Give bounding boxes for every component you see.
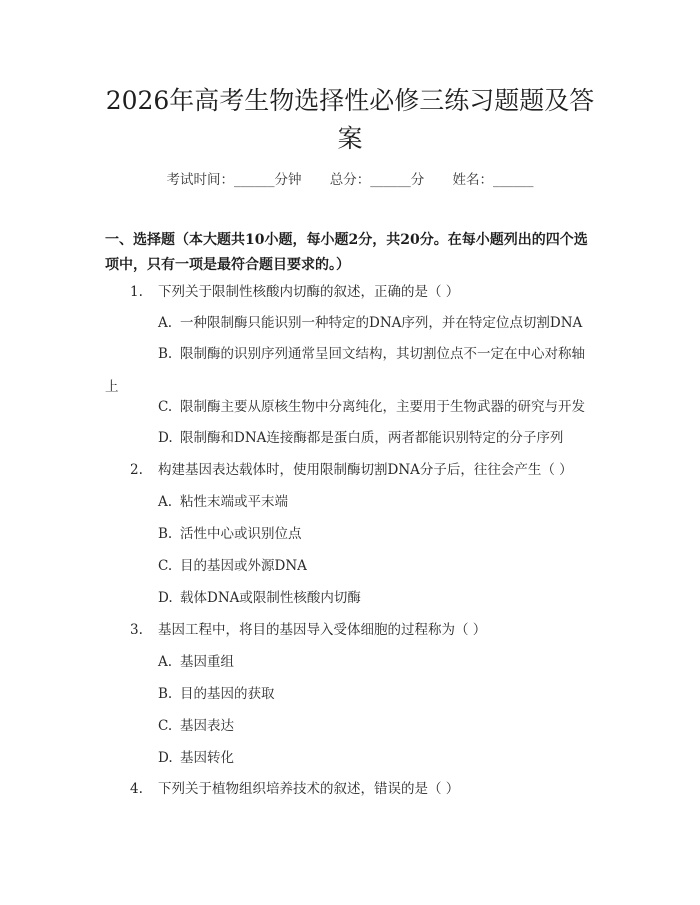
question-3-option-d [158, 748, 234, 768]
question-text: 构建基因表达载体时，使用限制酶切割DNA分子后，往往会产生（ ） [158, 462, 573, 478]
option-text: 限制酶的识别序列通常呈回文结构，其切割位点不一定在中心对称轴上 [105, 346, 585, 395]
option-text: 一种限制酶只能识别一种特定的DNA序列，并在特定位点切割DNA [180, 315, 583, 331]
total-score-field: 总分：______分 [329, 172, 425, 188]
option-text: 粘性末端或平末端 [180, 494, 288, 510]
option-letter: A. [158, 494, 173, 510]
question-text: 下列关于限制性核酸内切酶的叙述，正确的是（ ） [158, 284, 460, 300]
option-letter: D. [158, 590, 173, 606]
question-1-option-d [158, 428, 563, 448]
question-3 [130, 620, 486, 640]
question-text: 基因工程中，将目的基因导入受体细胞的过程称为（ ） [158, 622, 487, 638]
exam-meta [0, 168, 700, 188]
option-text: 基因重组 [180, 654, 234, 670]
option-letter: B. [158, 526, 173, 542]
question-2-option-d [158, 588, 361, 608]
question-2-option-b [158, 524, 302, 544]
question-number: 1. [130, 284, 143, 300]
option-letter: D. [158, 430, 173, 446]
question-2 [130, 460, 573, 480]
option-text: 载体DNA或限制性核酸内切酶 [180, 590, 361, 606]
question-1 [130, 282, 459, 302]
option-letter: D. [158, 750, 173, 766]
option-text: 限制酶和DNA连接酶都是蛋白质，两者都能识别特定的分子序列 [180, 430, 564, 446]
question-number: 4. [130, 781, 143, 797]
question-number: 2. [130, 462, 143, 478]
question-1-option-b [105, 338, 593, 404]
question-number: 3. [130, 622, 143, 638]
question-1-option-a [158, 313, 582, 333]
option-text: 目的基因或外源DNA [180, 558, 307, 574]
option-letter: C. [158, 718, 173, 734]
exam-time-field: 考试时间：______分钟 [166, 172, 302, 188]
option-text: 基因表达 [180, 718, 234, 734]
question-text: 下列关于植物组织培养技术的叙述，错误的是（ ） [158, 781, 460, 797]
question-2-option-c [158, 556, 307, 576]
option-text: 目的基因的获取 [180, 686, 275, 702]
option-letter: B. [158, 686, 173, 702]
option-text: 限制酶主要从原核生物中分离纯化，主要用于生物武器的研究与开发 [180, 399, 585, 415]
option-text: 活性中心或识别位点 [180, 526, 302, 542]
question-3-option-a [158, 652, 234, 672]
page-title: 2026年高考生物选择性必修三练习题题及答案 [105, 86, 595, 153]
option-letter: A. [158, 315, 173, 331]
question-2-option-a [158, 492, 288, 512]
option-letter: B. [158, 346, 173, 362]
question-3-option-b [158, 684, 275, 704]
question-1-option-c [158, 397, 585, 417]
question-3-option-c [158, 716, 234, 736]
option-text: 基因转化 [180, 750, 234, 766]
option-letter: C. [158, 558, 173, 574]
section-heading: 一、选择题（本大题共10小题，每小题2分，共20分。在每小题列出的四个选项中，只有一项是最符合题目要求的。） [105, 232, 588, 273]
option-letter: A. [158, 654, 173, 670]
question-4 [130, 779, 459, 799]
option-letter: C. [158, 399, 173, 415]
student-name-field: 姓名：______ [452, 172, 534, 188]
